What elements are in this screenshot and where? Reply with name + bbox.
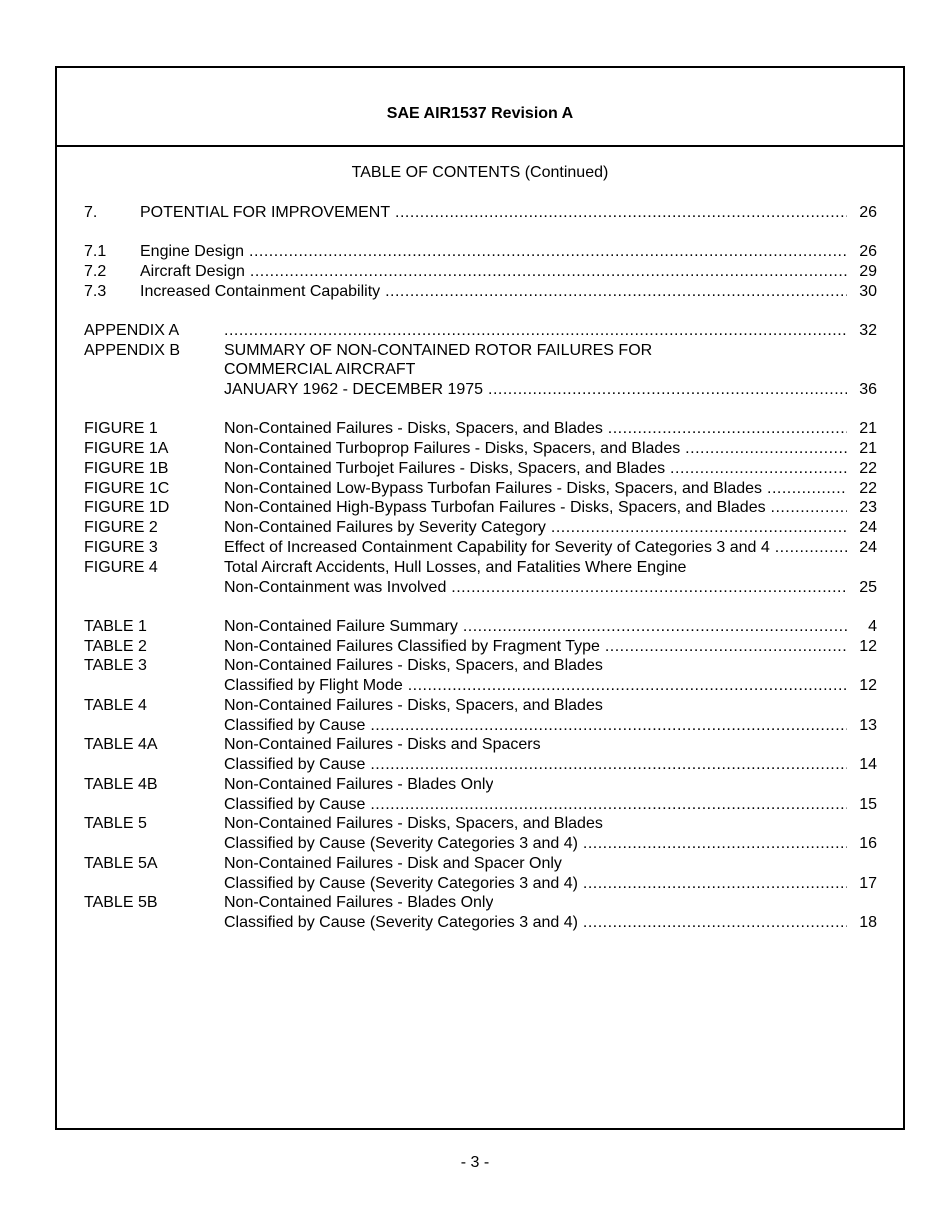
toc-entry-section-7 (57, 203, 903, 223)
toc-entry-figure-1a (57, 439, 903, 459)
toc-page: 21 (847, 439, 877, 459)
toc-title-line: Classified by Cause ..... (224, 795, 875, 815)
toc-title-line: Total Aircraft Accidents, Hull Losses, and Fatalities Where Engine (224, 559, 687, 576)
toc-title: Non-Contained Turboprop Failures - Disks, Spacers, and Blades ..... (224, 439, 875, 459)
toc-number: TABLE 4 (84, 697, 147, 714)
toc-entry-table-5b (57, 893, 903, 913)
toc-title-line: Non-Contained Failures - Disks, Spacers, and Blades (224, 815, 603, 832)
toc-entry-figure-1 (57, 419, 903, 439)
toc-heading: TABLE OF CONTENTS (Continued) (351, 164, 609, 181)
toc-number: FIGURE 1B (84, 460, 169, 477)
toc-title-line: JANUARY 1962 - DECEMBER 1975 ..... (224, 380, 875, 400)
toc-entry-table-4-cont (57, 716, 903, 736)
toc-page: 12 (847, 637, 877, 657)
toc-title-line: Non-Contained Failures - Disk and Spacer Only (224, 855, 562, 872)
toc-page: 4 (847, 617, 877, 637)
toc-number: TABLE 1 (84, 618, 147, 635)
toc-number: TABLE 5A (84, 855, 158, 872)
toc-entry-7-1 (57, 242, 903, 262)
toc-page: 32 (847, 321, 877, 341)
page-frame (55, 66, 905, 1130)
toc-page: 14 (847, 755, 877, 775)
document-title: SAE AIR1537 Revision A (386, 105, 574, 122)
toc-title-line: Classified by Cause (Severity Categories 3 and 4) ..... (224, 834, 875, 854)
toc-entry-appendix-a (57, 321, 903, 341)
toc-page: 21 (847, 419, 877, 439)
toc-entry-table-3-cont (57, 676, 903, 696)
toc-title: Increased Containment Capability ..... (140, 282, 875, 302)
toc-entry-table-3 (57, 656, 903, 676)
toc-number: TABLE 4A (84, 736, 158, 753)
toc-entry-table-4 (57, 696, 903, 716)
toc-title-line: COMMERCIAL AIRCRAFT (224, 361, 416, 378)
toc-page: 26 (847, 203, 877, 223)
toc-entry-table-4b-cont (57, 795, 903, 815)
toc-number: APPENDIX B (84, 342, 181, 359)
toc-entry-7-3 (57, 282, 903, 302)
toc-entry-table-5b-cont (57, 913, 903, 933)
toc-entry-7-2 (57, 262, 903, 282)
toc-title-line: Non-Contained Failures - Disks, Spacers, and Blades (224, 697, 603, 714)
toc-number: APPENDIX A (84, 322, 180, 339)
toc-number: TABLE 4B (84, 776, 158, 793)
toc-title: Non-Contained Turbojet Failures - Disks, Spacers, and Blades ..... (224, 459, 875, 479)
toc-entry-appendix-b (57, 341, 903, 361)
toc-page: 23 (847, 498, 877, 518)
toc-title-line: Classified by Cause (Severity Categories 3 and 4) ..... (224, 913, 875, 933)
toc-title-line: Classified by Cause ..... (224, 716, 875, 736)
toc-title-line: Classified by Flight Mode ..... (224, 676, 875, 696)
toc-entry-figure-1b (57, 459, 903, 479)
toc-page: 26 (847, 242, 877, 262)
toc-page: 13 (847, 716, 877, 736)
toc-number: 7.3 (84, 283, 107, 300)
toc-entry-figure-1d (57, 498, 903, 518)
toc-title: Non-Contained Failures Classified by Fragment Type ..... (224, 637, 875, 657)
toc-entry-table-5-cont (57, 834, 903, 854)
toc-page: 36 (847, 380, 877, 400)
toc-title: Aircraft Design ..... (140, 262, 875, 282)
toc-entry-table-2 (57, 637, 903, 657)
toc-entry-table-5a (57, 854, 903, 874)
toc-title: Non-Contained Low-Bypass Turbofan Failures - Disks, Spacers, and Blades ..... (224, 479, 875, 499)
toc-title: POTENTIAL FOR IMPROVEMENT ..... (140, 203, 875, 223)
toc-page: 24 (847, 518, 877, 538)
toc-entry-table-4a (57, 735, 903, 755)
toc-page: 25 (847, 578, 877, 598)
toc-page: 17 (847, 874, 877, 894)
toc-number: 7. (84, 204, 98, 221)
toc-entry-table-1 (57, 617, 903, 637)
toc-page: 30 (847, 282, 877, 302)
toc-entry-appendix-b-cont (57, 380, 903, 400)
toc-number: FIGURE 4 (84, 559, 158, 576)
toc-number: FIGURE 2 (84, 519, 158, 536)
toc-page: 29 (847, 262, 877, 282)
toc-number: FIGURE 3 (84, 539, 158, 556)
toc-title-line: Non-Contained Failures - Blades Only (224, 894, 494, 911)
toc-title-line: Non-Containment was Involved ..... (224, 578, 875, 598)
toc-entry-table-5a-cont (57, 874, 903, 894)
toc-title: Non-Contained Failures by Severity Category ..... (224, 518, 875, 538)
toc-page: 18 (847, 913, 877, 933)
toc-list (57, 68, 903, 1128)
toc-title: Non-Contained High-Bypass Turbofan Failures - Disks, Spacers, and Blades ..... (224, 498, 875, 518)
toc-number: TABLE 2 (84, 638, 147, 655)
toc-page: 22 (847, 479, 877, 499)
toc-number: FIGURE 1C (84, 480, 170, 497)
toc-page: 24 (847, 538, 877, 558)
toc-title-line: Non-Contained Failures - Blades Only (224, 776, 494, 793)
toc-entry-figure-4 (57, 558, 903, 578)
toc-entry-figure-4-cont (57, 578, 903, 598)
toc-title: Non-Contained Failure Summary ..... (224, 617, 875, 637)
toc-entry-appendix-b-cont (57, 360, 903, 380)
toc-title-line: Classified by Cause (Severity Categories 3 and 4) ..... (224, 874, 875, 894)
toc-title-line: SUMMARY OF NON-CONTAINED ROTOR FAILURES FOR (224, 342, 653, 359)
page-number: - 3 - (460, 1154, 490, 1171)
toc-number: TABLE 3 (84, 657, 147, 674)
toc-number: FIGURE 1 (84, 420, 158, 437)
toc-number: 7.1 (84, 243, 107, 260)
toc-entry-figure-3 (57, 538, 903, 558)
toc-title: Engine Design ..... (140, 242, 875, 262)
toc-number: FIGURE 1A (84, 440, 169, 457)
toc-entry-figure-1c (57, 479, 903, 499)
toc-title (224, 321, 875, 341)
toc-entry-figure-2 (57, 518, 903, 538)
toc-title-line: Non-Contained Failures - Disks and Spacers (224, 736, 541, 753)
toc-title: Non-Contained Failures - Disks, Spacers, and Blades ..... (224, 419, 875, 439)
toc-page: 15 (847, 795, 877, 815)
toc-number: TABLE 5 (84, 815, 147, 832)
toc-number: FIGURE 1D (84, 499, 170, 516)
toc-page: 12 (847, 676, 877, 696)
toc-entry-table-4a-cont (57, 755, 903, 775)
toc-entry-table-4b (57, 775, 903, 795)
toc-page: 16 (847, 834, 877, 854)
toc-title-line: Classified by Cause ..... (224, 755, 875, 775)
toc-page: 22 (847, 459, 877, 479)
toc-entry-table-5 (57, 814, 903, 834)
toc-title: Effect of Increased Containment Capability for Severity of Categories 3 and 4 ..... (224, 538, 875, 558)
toc-number: 7.2 (84, 263, 107, 280)
toc-number: TABLE 5B (84, 894, 158, 911)
toc-title-line: Non-Contained Failures - Disks, Spacers, and Blades (224, 657, 603, 674)
